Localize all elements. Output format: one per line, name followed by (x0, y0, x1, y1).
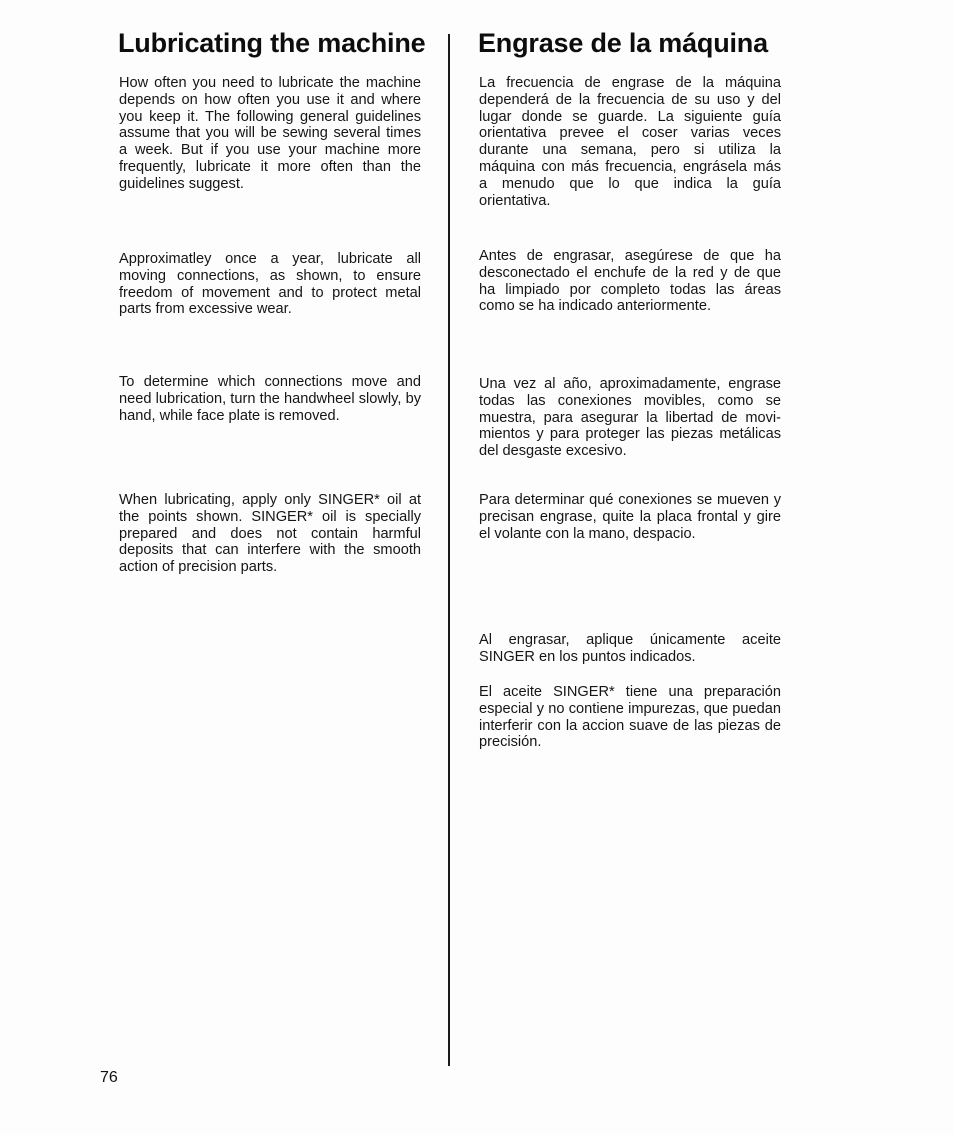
english-title: Lubricating the machine (118, 28, 426, 58)
english-paragraph-determine: To determine which connections move and need lubrication, turn the handwheel slowly, by hand, while face plate is removed. (119, 374, 421, 424)
page-number: 76 (100, 1069, 118, 1086)
spanish-paragraph-frequency: La frecuencia de engrase de la máquina dependerá de la frecuencia de su uso y del lugar donde se guarde. La siguiente guía orientativa prevee el coser varias veces durante una semana, pero si utiliza la máquina con más frecuencia, engrásela más a menudo que lo que indica la guía orientativa. (479, 75, 781, 209)
english-paragraph-frequency: How often you need to lubricate the machine depends on how often you use it and where you keep it. The following general guidelines assume that you will be sewing several times a week. But if you use your machine more frequently, lubricate it more often than the guidelines suggest. (119, 75, 421, 192)
column-divider (448, 34, 450, 1066)
english-paragraph-yearly: Approximatley once a year, lubricate all moving connections, as shown, to ensure freedom of movement and to protect metal parts from excessive wear. (119, 251, 421, 318)
spanish-title: Engrase de la máquina (478, 28, 768, 58)
spanish-paragraph-singer-oil: El aceite SINGER* tiene una preparación especial y no contiene impurezas, que puedan interferir con la accion suave de las piezas de precisión. (479, 684, 781, 751)
english-paragraph-singer-oil: When lubricating, apply only SINGER* oil at the points shown. SINGER* oil is specially prepared and does not contain harmful deposits that can interfere with the smooth action of precision parts. (119, 492, 421, 576)
spanish-paragraph-determine: Para determinar qué conexiones se mueven y precisan engrase, quite la placa frontal y gire el volante con la mano, despacio. (479, 492, 781, 542)
spanish-paragraph-yearly: Una vez al año, aproximadamente, engrase todas las conexiones movibles, como se muestra, para asegurar la libertad de movi- mientos y para proteger las piezas metálicas del desgaste excesivo. (479, 376, 781, 460)
spanish-paragraph-before: Antes de engrasar, asegúrese de que ha desconectado el enchufe de la red y de que ha limpiado por completo todas las áreas como se ha indicado anteriormente. (479, 248, 781, 315)
spanish-paragraph-lubricating: Al engrasar, aplique únicamente aceite SINGER en los puntos indicados. (479, 632, 781, 665)
